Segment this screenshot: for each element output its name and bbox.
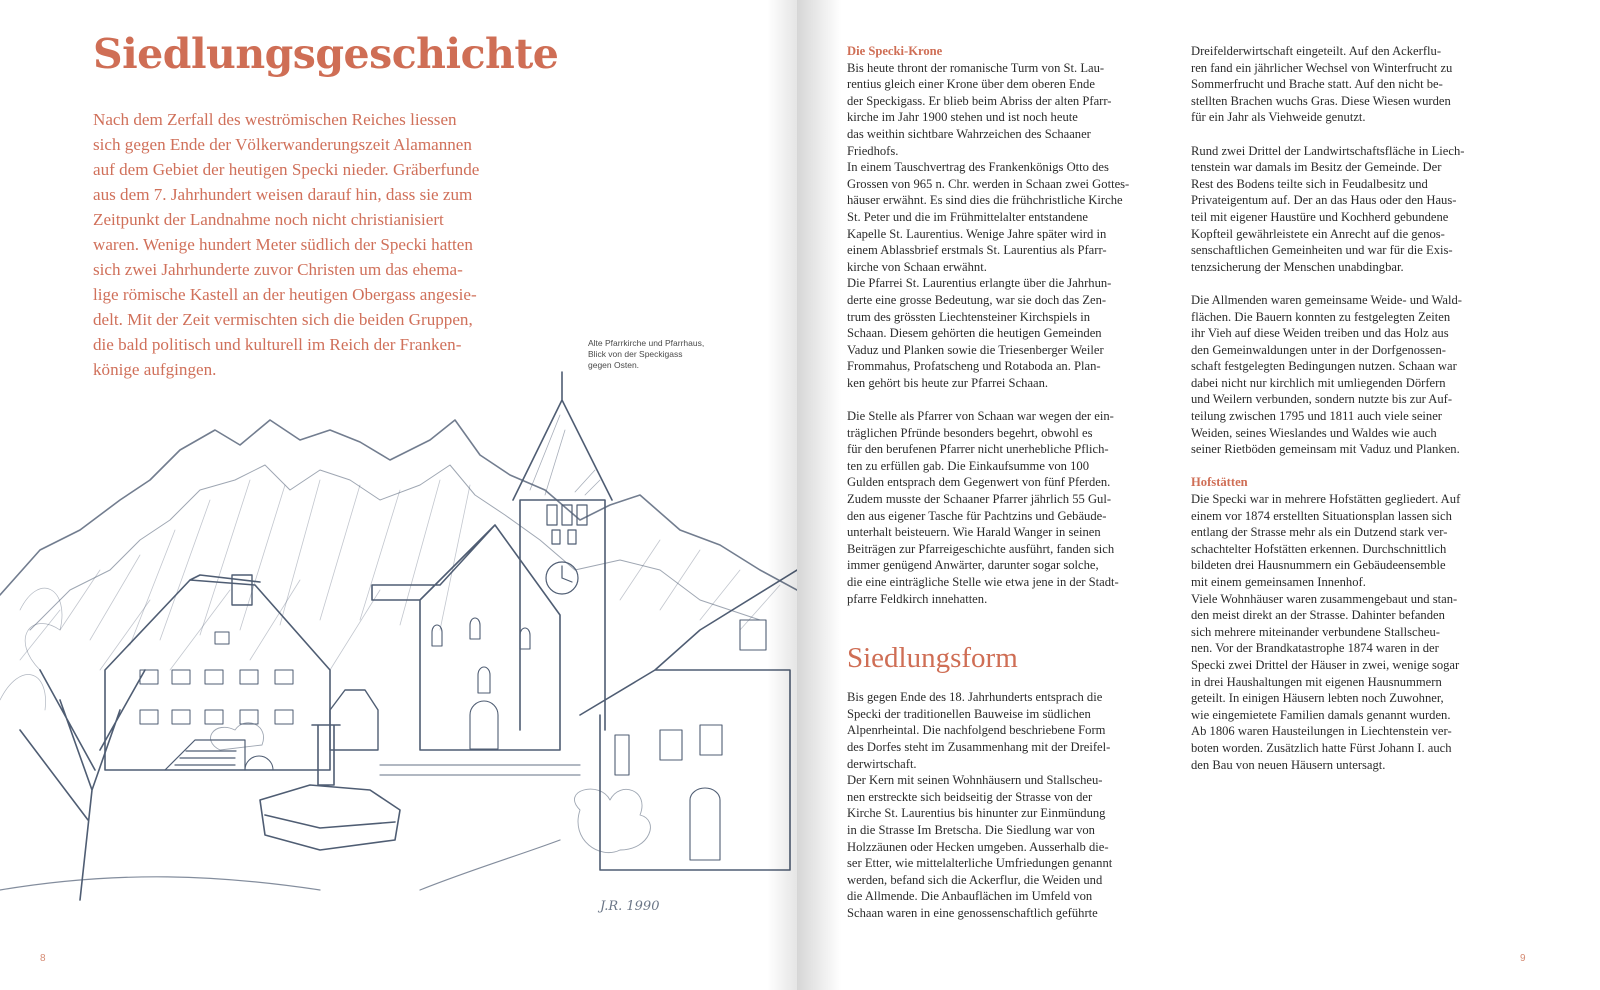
gutter-shadow	[767, 0, 797, 990]
page-number-right: 9	[1520, 953, 1526, 964]
right-page	[797, 0, 1600, 990]
page-title: Siedlungsgeschichte	[93, 30, 559, 78]
paragraph: Viele Wohnhäuser waren zusammengebaut und stan- den meist direkt an der Strasse. Dahinter befanden sich mehrere miteinander verbundene Stallscheu- nen. Vor der Brandkatastrophe 1874 waren in der Specki zwei Drittel der Häuser in zwei, wenige sogar in drei Haushaltungen mit eigenen Hausnummern geteilt. In einigen Häusern lebten noch Zuwohner, wie eingemietete Familien damals genannt wurden. Ab 1806 waren Hausteilungen in Liechtenstein ver- boten worden. Zusätzlich hatte Fürst Johann I. auch den Bau von neuen Häusern untersagt.	[1191, 591, 1460, 772]
sketch-signature: J.R. 1990	[600, 899, 660, 914]
text-column-left	[847, 43, 1169, 922]
paragraph: Bis heute thront der romanische Turm von St. Lau- rentius gleich einer Krone über dem oberen Ende der Speckigass. Er blieb beim Abriss der alten Pfarr- kirche im Jahr 1900 stehen und ist noch heute das weithin sichtbare Wahrzeichen des Schaaner Friedhofs.	[847, 60, 1112, 158]
church-nave	[372, 525, 560, 750]
paragraph: Bis gegen Ende des 18. Jahrhunderts entsprach die Specki der traditionellen Bauweise im südlichen Alpenrheintal. Die nachfolgend beschriebene Form des Dorfes steht im Zusammenhang mit der Dreifel- derwirtschaft.	[847, 690, 1111, 771]
tree	[20, 670, 145, 900]
gutter-shadow	[797, 0, 841, 990]
left-page	[0, 0, 797, 990]
subheading-hofstaetten: Hofstätten	[1191, 475, 1248, 490]
mountain-ridge	[0, 420, 797, 595]
subheading-specki-krone: Die Specki-Krone	[847, 44, 943, 58]
right-house	[580, 570, 797, 870]
paragraph: Die Pfarrei St. Laurentius erlangte über die Jahrhun- derte eine grosse Bedeutung, war sie doch das Zen- trum des grössten Liechtensteiner Kirchspiels in Schaan. Diesem gehörten die heutigen Gemeinden Vaduz und Planken sowie die Triesenberger Weiler Frommahus, Profatscheng und Rotaboda an. Plan- ken gehört bis heute zur Pfarrei Schaan.	[847, 276, 1112, 390]
paragraph: Dreifelderwirtschaft eingeteilt. Auf den Ackerflu- ren fand ein jährlicher Wechsel von Winterfrucht zu Sommerfrucht und Brache statt. Auf den nicht be- stellten Brachen wuchs Gras. Diese Wiesen wurden für ein Jahr als Viehweide genutzt.	[1191, 44, 1453, 125]
intro-paragraph: Nach dem Zerfall des weströmischen Reiches liessen sich gegen Ende der Völkerwanderungszeit Alamannen auf dem Gebiet der heutigen Specki nieder. Gräberfunde aus dem 7. Jahrhundert weisen darauf hin, dass sie zum Zeitpunkt der Landnahme noch nicht christianisiert waren. Wenige hundert Meter südlich der Specki hatten sich zwei Jahrhunderte zuvor Christen um das ehema- lige römische Kastell an der heutigen Obergass angesie- delt. Mit der Zeit vermischten sich die beiden Gruppen, die bald politisch und kulturell im Reich der Franken- könige aufgingen.	[93, 110, 480, 379]
image-caption: Alte Pfarrkirche und Pfarrhaus, Blick von der Speckigass gegen Osten.	[588, 338, 705, 370]
paragraph: Der Kern mit seinen Wohnhäusern und Stallscheu- nen erstreckte sich beidseitig der Strasse von der Kirche St. Laurentius bis hinunter zur Einmündung in die Strasse Im Bretscha. Die Siedlung war von Holzzäunen oder Hecken umgeben. Ausserhalb die- ser Etter, wie mittelalterliche Umfriedungen genannt werden, befand sich die Ackerflur, die Weiden und die Allmende. Die Anbauflächen im Umfeld von Schaan waren in eine genossenschaftlich geführte	[847, 773, 1113, 920]
church-tower	[513, 372, 612, 730]
paragraph: Die Allmenden waren gemeinsame Weide- und Wald- flächen. Die Bauern konnten zu festgelegten Zeiten ihr Vieh auf diese Weiden treiben und das Holz aus den Gemeinwaldungen unter in der Dorfgenossen- schaft festgelegten Bedingungen nutzen. Schaan war dabei nicht nur kirchlich mit umliegenden Dörfern und Weilern verbunden, sondern nutzte bis zur Auf- teilung zwischen 1795 und 1811 auch viele seiner Weiden, seines Wieslandes und Waldes wie auch seiner Rietböden gemeinsam mit Vaduz und Planken.	[1191, 292, 1462, 457]
paragraph: Die Specki war in mehrere Hofstätten gegliedert. Auf einem vor 1874 erstellten Situationsplan lassen sich entlang der Strasse mehr als ein Dutzend stark ver- schachtelter Hofstätten erkennen. Durchschnittlich bildeten drei Hausnummern ein Gebäudeensemble mit einem gemeinsamen Innenhof.	[1191, 492, 1461, 589]
paragraph: Rund zwei Drittel der Landwirtschaftsfläche in Liech- tenstein war damals im Besitz der Gemeinde. Der Rest des Bodens teilte sich in Feudalbesitz und Privateigentum auf. Der an das Haus oder den Haus- teil mit eigener Haustüre und Kochherd gebundene Kopfteil gewährleistete ein Anrecht auf die genos- senschaftlichen Gemeinheiten und war für die Exis- tenzsicherung der Menschen unabdingbar.	[1191, 143, 1465, 274]
page-number-left: 8	[40, 953, 46, 964]
paragraph: Die Stelle als Pfarrer von Schaan war wegen der ein- träglichen Pfründe besonders begehrt, obwohl es für den berufenen Pfarrer nicht unerhebliche Pflich- ten zu erfüllen gab. Die Einkaufsumme von 100 Gulden entsprach dem Gegenwert von fünf Pferden. Zudem musste der Schaaner Pfarrer jährlich 55 Gul- den aus eigener Tasche für Pachtzins und Gebäude- unterhalt beisteuern. Wie Harald Wanger in seinen Beiträgen zur Pfarreigeschichte ausführt, fanden sich immer genügend Anwärter, darunter sogar solche, die eine einträgliche Stelle wie etwa jene in der Stadt- pfarre Feldkirch innehatten.	[847, 409, 1119, 606]
text-column-right	[1191, 43, 1513, 773]
parish-house	[105, 575, 330, 770]
paragraph: In einem Tauschvertrag des Frankenkönigs Otto des Grossen von 965 n. Chr. werden in Schaan zwei Gottes- häuser erwähnt. Es sind dies die frühchristliche Kirche St. Peter und die im Frühmittelalter entstandene Kapelle St. Laurentius. Wenige Jahre später wird in einem Ablassbrief erstmals St. Laurentius als Pfarr- kirche von Schaan erwähnt.	[847, 160, 1130, 274]
section-heading-siedlungsform: Siedlungsform	[847, 642, 1018, 675]
church-sketch-illustration	[0, 370, 797, 930]
